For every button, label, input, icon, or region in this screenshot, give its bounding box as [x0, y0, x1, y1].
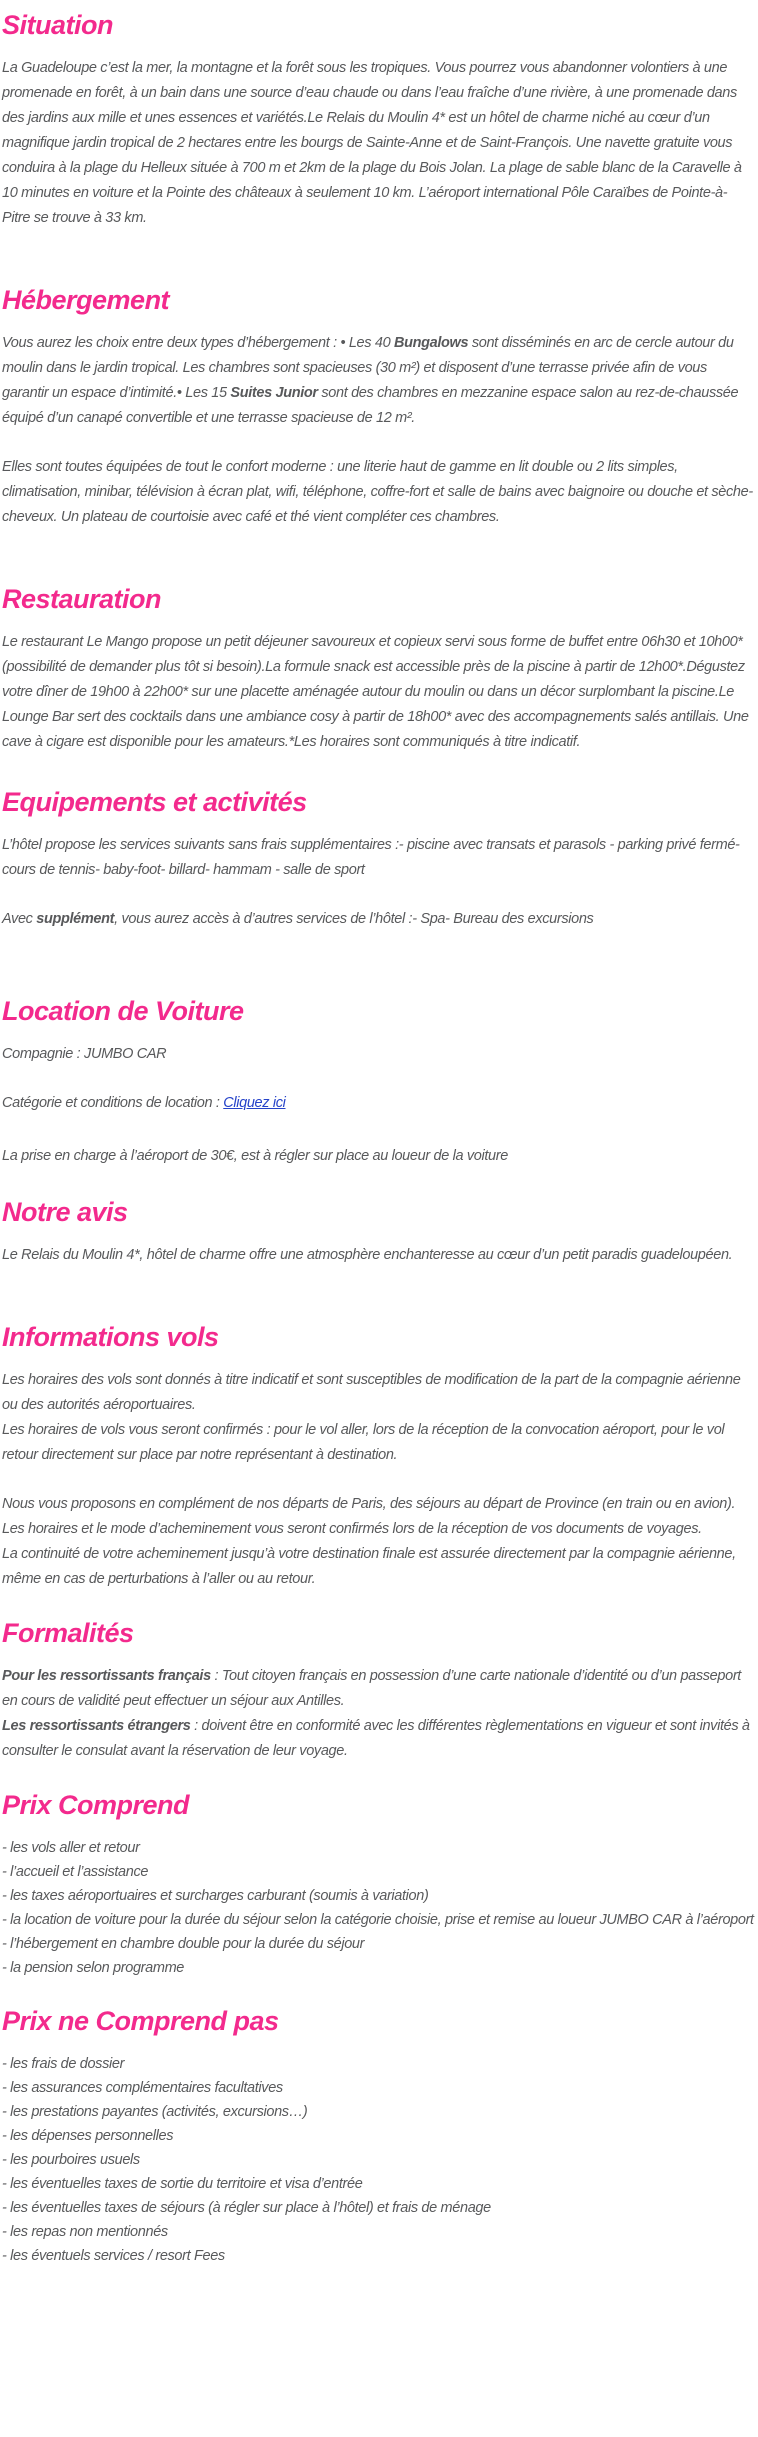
vols-paragraph-horaires [2, 1368, 755, 1468]
section-restauration [2, 582, 755, 755]
text-run: , vous aurez accès à d’autres services de l’hôtel :- Spa- Bureau des excursions [114, 911, 594, 927]
text-run: sont disséminés en arc de cercle autour du moulin dans le jardin tropical. Les chambres sont spacieuses (30 m²) et disposent d’une terrasse privée afin de vous garantir un espace d’intimité.• Les 15 [2, 335, 734, 401]
prix-comprend-list [2, 1836, 755, 1980]
situation-paragraph: La Guadeloupe c’est la mer, la montagne et la forêt sous les tropiques. Vous pourrez vous abandonner volontiers à une promenade en forêt, à un bain dans une source d’eau chaude ou dans l’eau fraîche d’une rivière, à une promenade dans des jardins aux mille et unes essences et variétés.Le Relais du Moulin 4* est un hôtel de charme niché au cœur d’un magnifique jardin tropical de 2 hectares entre les bourgs de Sainte-Anne et de Saint-François. Une navette gratuite vous conduira à la plage du Helleux située à 700 m et 2km de la plage du Bois Jolan. La plage de sable blanc de la Caravelle à 10 minutes en voiture et la Pointe des châteaux à seulement 10 km. L’aéroport international Pôle Caraïbes de Pointe-à-Pitre se trouve à 33 km. [2, 60, 742, 226]
location-categorie-line [2, 1091, 755, 1116]
situation-title: Situation [2, 10, 113, 40]
restauration-title: Restauration [2, 584, 162, 614]
informations-vols-title: Informations vols [2, 1322, 219, 1352]
bold-run-suites-junior: Suites Junior [230, 385, 318, 401]
text-run: : doivent être en conformité avec les différentes règlementations en vigueur et sont invités à consulter le consulat avant la réservation de leur voyage. [2, 1718, 750, 1759]
conditions-location-link[interactable]: Cliquez ici [223, 1095, 286, 1111]
list-item: - la location de voiture pour la durée du séjour selon la catégorie choisie, prise et remise au loueur JUMBO CAR à l’aéroport [2, 1912, 754, 1928]
list-item: - les taxes aéroportuaires et surcharges carburant (soumis à variation) [2, 1888, 429, 1904]
list-item: - les prestations payantes (activités, excursions…) [2, 2104, 308, 2120]
list-item: - les dépenses personnelles [2, 2128, 174, 2144]
list-item: - les éventuels services / resort Fees [2, 2248, 225, 2264]
notre-avis-title: Notre avis [2, 1197, 128, 1227]
section-equipements [2, 785, 755, 932]
bold-run-etrangers: Les ressortissants étrangers [2, 1718, 191, 1734]
notre-avis-paragraph: Le Relais du Moulin 4*, hôtel de charme offre une atmosphère enchanteresse au cœur d’un petit paradis guadeloupéen. [2, 1247, 733, 1263]
categorie-label: Catégorie et conditions de location : [2, 1095, 224, 1111]
hebergement-paragraph-confort: Elles sont toutes équipées de tout le confort moderne : une literie haut de gamme en lit double ou 2 lits simples, climatisation, minibar, télévision à écran plat, wifi, téléphone, coffre-fort et salle de bains avec baignoire ou douche et sèche-cheveux. Un plateau de courtoisie avec café et thé vient compléter ces chambres. [2, 459, 753, 525]
restauration-paragraph: Le restaurant Le Mango propose un petit déjeuner savoureux et copieux servi sous forme de buffet entre 06h30 et 10h00* (possibilité de demander plus tôt si besoin).La formule snack est accessible près de la piscine à partir de 12h00*.Dégustez votre dîner de 19h00 à 22h00* sur une placette aménagée autour du moulin ou dans un décor surplombant la piscine.Le Lounge Bar sert des cocktails dans une ambiance cosy à partir de 18h00* avec des accompagnements salés antillais. Une cave à cigare est disponible pour les amateurs.*Les horaires sont communiqués à titre indicatif. [2, 634, 749, 750]
section-situation [2, 8, 755, 231]
section-formalites [2, 1616, 755, 1764]
prix-comprend-title: Prix Comprend [2, 1790, 190, 1820]
list-item: - la pension selon programme [2, 1960, 185, 1976]
text-run: : Tout citoyen français en possession d’une carte nationale d’identité ou d’un passeport en cours de validité peut effectuer un séjour aux Antilles. [2, 1668, 741, 1709]
vols-paragraph-province [2, 1492, 755, 1592]
text-run: Les horaires de vols vous seront confirmés : pour le vol aller, lors de la réception de la convocation aéroport, pour le vol retour directement sur place par notre représentant à destination. [2, 1422, 725, 1463]
text-run: Nous vous proposons en complément de nos départs de Paris, des séjours au départ de Province (en train ou en avion). Les horaires et le mode d’acheminement vous seront confirmés lors de la réception de vos documents de voyages. [2, 1496, 736, 1537]
text-run: La continuité de votre acheminement jusqu’à votre destination finale est assurée directement par la compagnie aérienne, même en cas de perturbations à l’aller ou au retour. [2, 1546, 736, 1587]
formalites-paragraph [2, 1664, 755, 1764]
list-item: - l’hébergement en chambre double pour la durée du séjour [2, 1936, 365, 1952]
bold-run-francais: Pour les ressortissants français [2, 1668, 211, 1684]
location-compagnie: Compagnie : JUMBO CAR [2, 1046, 167, 1062]
hebergement-paragraph-types [2, 331, 755, 431]
equipements-paragraph-supplement [2, 907, 755, 932]
text-run: Vous aurez les choix entre deux types d’hébergement : • Les 40 [2, 335, 394, 351]
section-location-voiture [2, 994, 755, 1169]
list-item: - les frais de dossier [2, 2056, 125, 2072]
list-item: - les éventuelles taxes de séjours (à régler sur place à l’hôtel) et frais de ménage [2, 2200, 491, 2216]
text-run: Les horaires des vols sont donnés à titre indicatif et sont susceptibles de modification de la part de la compagnie aérienne ou des autorités aéroportuaires. [2, 1372, 741, 1413]
list-item: - les assurances complémentaires facultatives [2, 2080, 283, 2096]
location-voiture-title: Location de Voiture [2, 996, 244, 1026]
list-item: - les repas non mentionnés [2, 2224, 168, 2240]
list-item: - l’accueil et l’assistance [2, 1864, 149, 1880]
equipements-paragraph-gratuits: L’hôtel propose les services suivants sans frais supplémentaires :- piscine avec transats et parasols - parking privé fermé- cours de tennis- baby-foot- billard- hammam - salle de sport [2, 837, 740, 878]
list-item: - les vols aller et retour [2, 1840, 140, 1856]
section-prix-comprend [2, 1788, 755, 1980]
hebergement-title: Hébergement [2, 285, 170, 315]
section-informations-vols [2, 1320, 755, 1592]
equipements-title: Equipements et activités [2, 787, 307, 817]
section-prix-ne-comprend-pas [2, 2004, 755, 2268]
text-run: sont des chambres en mezzanine espace salon au rez-de-chaussée équipé d’un canapé convertible et une terrasse spacieuse de 12 m². [2, 385, 739, 426]
section-notre-avis [2, 1195, 755, 1268]
text-run: Avec [2, 911, 37, 927]
list-item: - les éventuelles taxes de sortie du territoire et visa d’entrée [2, 2176, 363, 2192]
formalites-title: Formalités [2, 1618, 134, 1648]
prix-ne-comprend-pas-list [2, 2052, 755, 2268]
bold-run-supplement: supplément [36, 911, 115, 927]
prix-ne-comprend-pas-title: Prix ne Comprend pas [2, 2006, 279, 2036]
list-item: - les pourboires usuels [2, 2152, 140, 2168]
bold-run-bungalows: Bungalows [393, 335, 469, 351]
section-hebergement [2, 283, 755, 530]
location-prise-en-charge: La prise en charge à l’aéroport de 30€, est à régler sur place au loueur de la voiture [2, 1148, 508, 1164]
